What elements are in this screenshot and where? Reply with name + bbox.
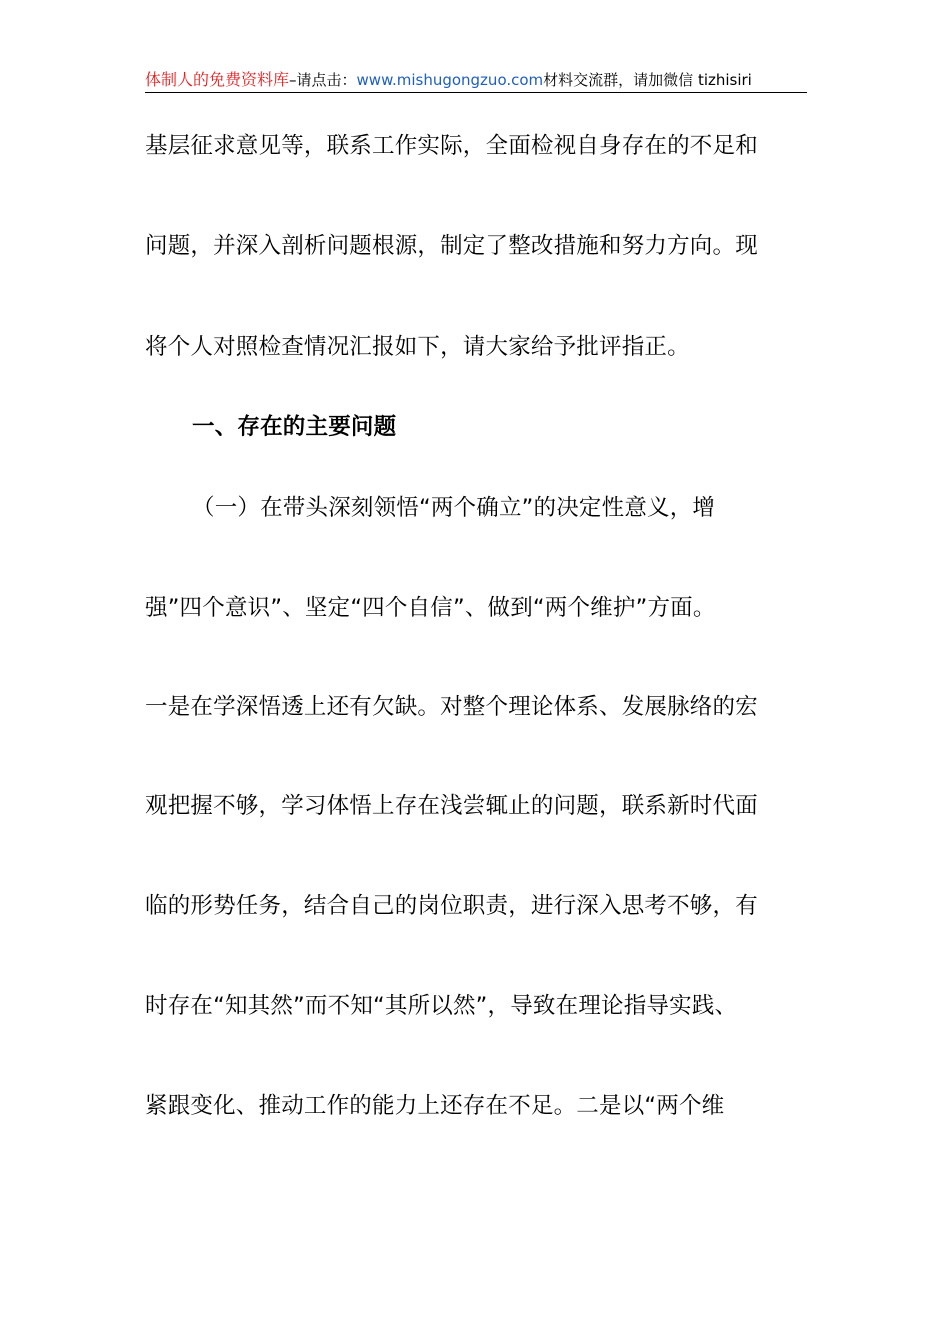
header-prefix: –请点击： [289, 71, 357, 89]
body-line: 问题，并深入剖析问题根源，制定了整改措施和努力方向。现 [145, 233, 758, 259]
page-header [145, 68, 807, 93]
header-url-link[interactable]: www.mishugongzuo.com [356, 71, 544, 89]
body-line: 紧跟变化、推动工作的能力上还存在不足。二是以“两个维 [145, 1093, 725, 1119]
body-line: 观把握不够，学习体悟上存在浅尝辄止的问题，联系新时代面 [145, 793, 758, 819]
subsection-heading: （一）在带头深刻领悟“两个确立”的决定性意义，增 [192, 495, 716, 521]
body-line: 一是在学深悟透上还有欠缺。对整个理论体系、发展脉络的宏 [145, 694, 758, 720]
body-line: 强”四个意识”、坚定“四个自信”、做到“两个维护”方面。 [145, 595, 716, 621]
body-line: 时存在“知其然”而不知“其所以然”，导致在理论指导实践、 [145, 993, 738, 1019]
body-line: 临的形势任务，结合自己的岗位职责，进行深入思考不够，有 [145, 893, 758, 919]
header-suffix: 材料交流群，请加微信 tizhisiri [543, 71, 752, 89]
header-brand: 体制人的免费资料库 [145, 70, 290, 89]
body-line: 基层征求意见等，联系工作实际，全面检视自身存在的不足和 [145, 133, 758, 159]
section-heading: 一、存在的主要问题 [192, 414, 397, 440]
body-line: 将个人对照检查情况汇报如下，请大家给予批评指正。 [145, 334, 690, 360]
